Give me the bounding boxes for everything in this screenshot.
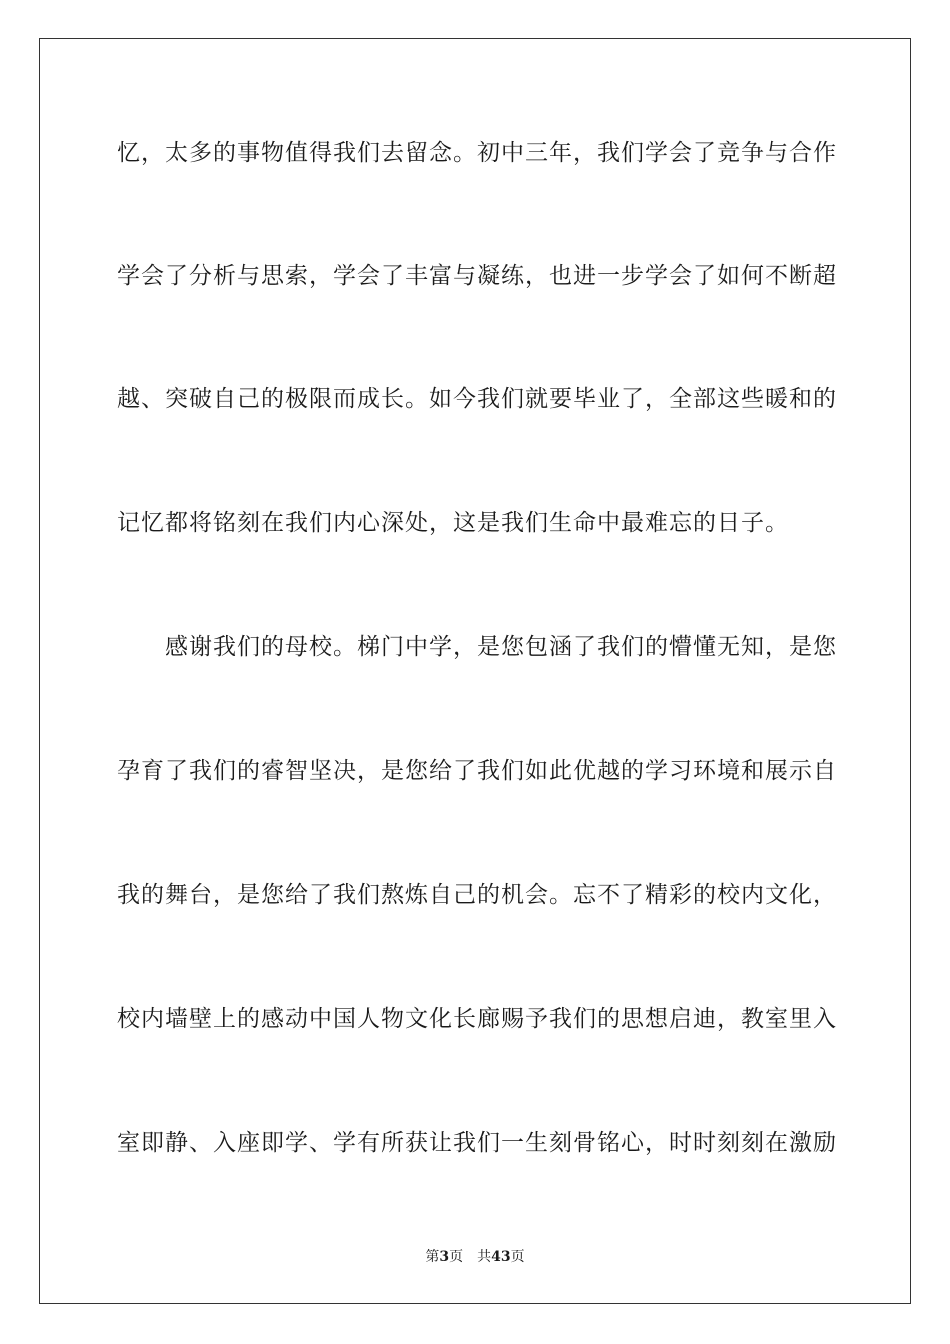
text-line: 越、突破自己的极限而成长。如今我们就要毕业了，全部这些暖和的 <box>117 386 837 412</box>
total-prefix: 共 <box>477 1249 492 1265</box>
text-line: 孕育了我们的睿智坚决，是您给了我们如此优越的学习环境和展示自 <box>117 758 837 784</box>
text-line: 忆，太多的事物值得我们去留念。初中三年，我们学会了竞争与合作 <box>117 140 837 166</box>
total-pages: 43 <box>491 1249 511 1265</box>
page-prefix: 第 <box>425 1249 440 1265</box>
page-number: 3 <box>439 1249 450 1265</box>
text-line: 我的舞台，是您给了我们熬炼自己的机会。忘不了精彩的校内文化， <box>117 882 837 908</box>
page-suffix: 页 <box>449 1249 464 1265</box>
text-line: 学会了分析与思索，学会了丰富与凝练，也进一步学会了如何不断超 <box>117 263 837 289</box>
page-footer <box>0 1248 950 1266</box>
text-line: 室即静、入座即学、学有所获让我们一生刻骨铭心，时时刻刻在激励 <box>117 1130 837 1156</box>
text-line: 校内墙壁上的感动中国人物文化长廊赐予我们的思想启迪，教室里入 <box>117 1006 837 1032</box>
page-border <box>39 38 911 1304</box>
text-line: 记忆都将铭刻在我们内心深处，这是我们生命中最难忘的日子。 <box>117 510 789 536</box>
total-suffix: 页 <box>510 1249 525 1265</box>
paragraph-start-line: 感谢我们的母校。梯门中学，是您包涵了我们的懵懂无知，是您 <box>165 634 837 660</box>
